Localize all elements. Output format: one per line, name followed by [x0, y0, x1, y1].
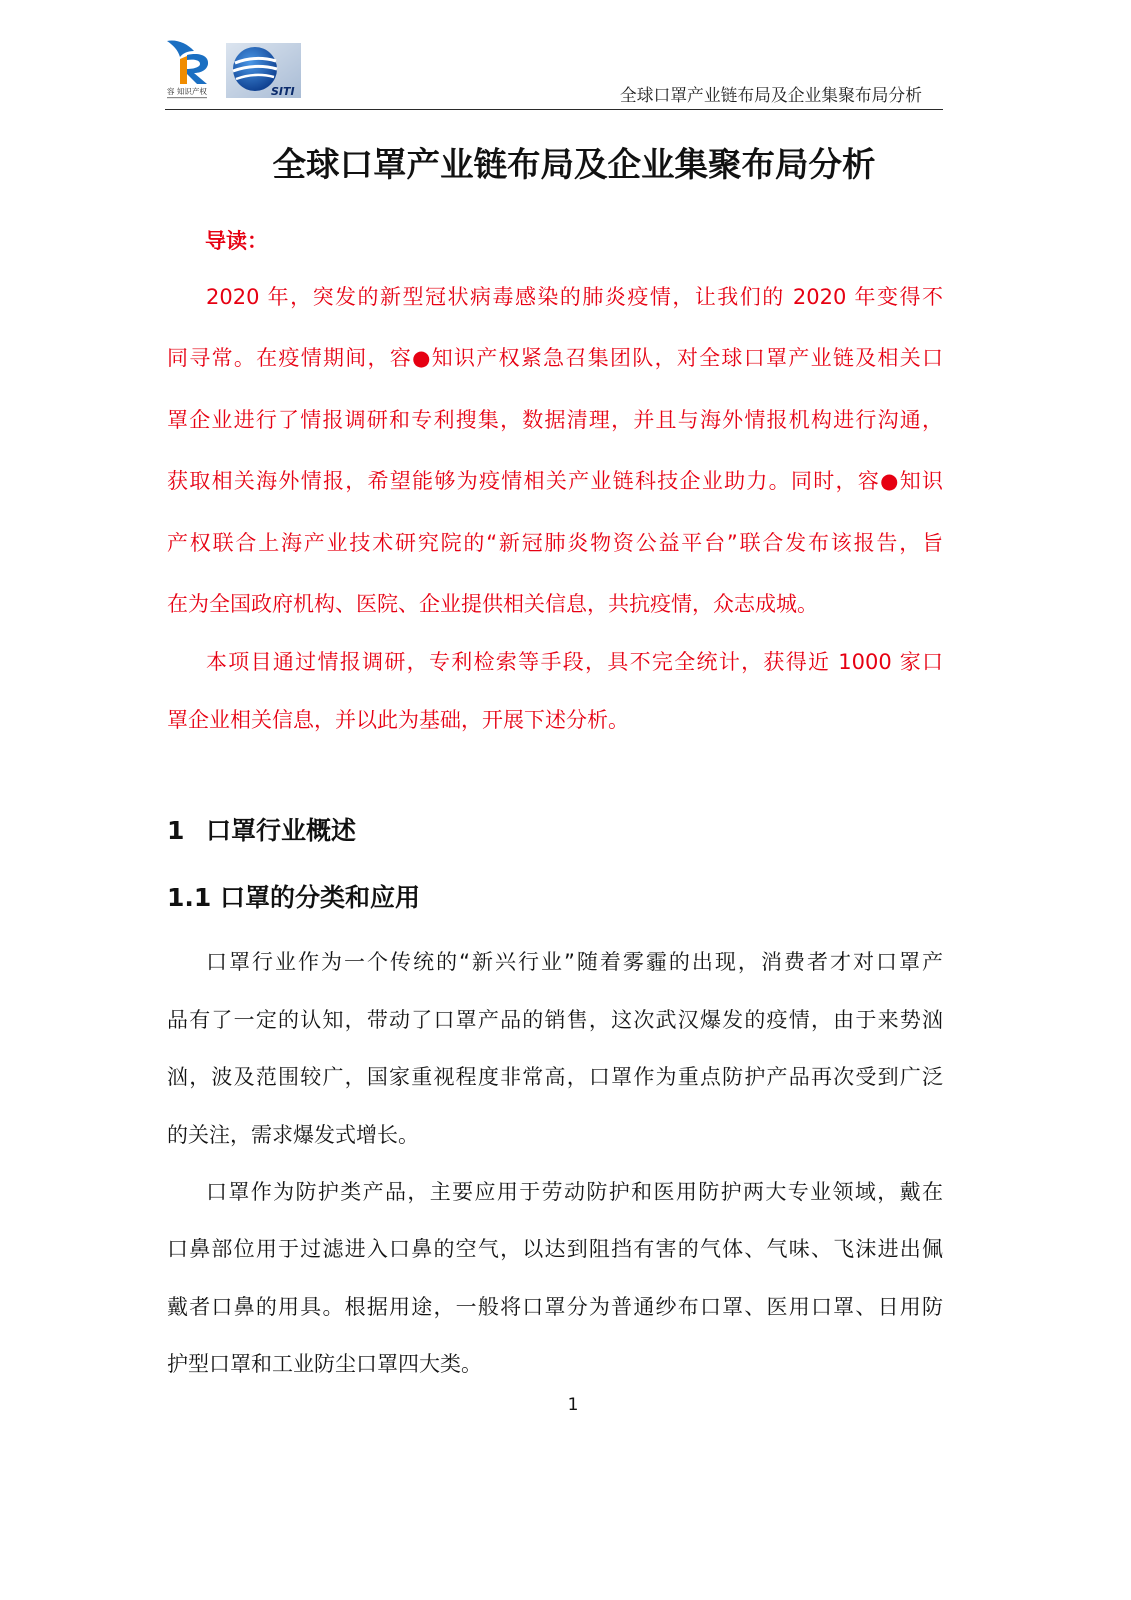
logo-caption: 容 知识产权: [167, 87, 207, 96]
text-line: 产权联合上海产业技术研究院的“新冠肺炎物资公益平台”联合发布该报告，旨: [167, 530, 943, 555]
section-heading: [167, 811, 943, 851]
page-number: 1: [567, 1395, 579, 1415]
text-line: 的关注，需求爆发式增长。: [167, 1123, 419, 1148]
text-line: 本项目通过情报调研，专利检索等手段，具不完全统计，获得近 1000 家口: [206, 650, 943, 674]
section-number: 1.1: [167, 883, 212, 912]
section-title: 口罩行业概述: [206, 816, 357, 845]
body-paragraph: [167, 934, 943, 1165]
text-line: 罩企业相关信息，并以此为基础，开展下述分析。: [167, 708, 629, 732]
header-divider: [165, 109, 943, 110]
text-line: 2020 年，突发的新型冠状病毒感染的肺炎疫情，让我们的 2020 年变得不: [206, 285, 943, 309]
text-line: 戴者口鼻的用具。根据用途，一般将口罩分为普通纱布口罩、医用口罩、日用防: [167, 1294, 943, 1319]
text-line: 口罩行业作为一个传统的“新兴行业”随着雾霾的出现，消费者才对口罩产: [206, 950, 943, 974]
siti-logo: [226, 43, 301, 98]
text-line: 同寻常。在疫情期间，容●知识产权紧急召集团队，对全球口罩产业链及相关口: [167, 346, 943, 371]
text-line: 口鼻部位用于过滤进入口鼻的空气，以达到阻挡有害的气体、气味、飞沫进出佩: [167, 1237, 943, 1262]
logo-text: SITI: [271, 85, 295, 98]
rong-ip-logo: [166, 38, 216, 100]
text-line: 口罩作为防护类产品，主要应用于劳动防护和医用防护两大专业领域，戴在: [206, 1180, 943, 1204]
text-line: 获取相关海外情报，希望能够为疫情相关产业链科技企业助力。同时，容●知识: [167, 469, 943, 494]
intro-label: 导读：: [205, 229, 268, 253]
document-title: 全球口罩产业链布局及企业集聚布局分析: [272, 145, 876, 184]
subsection-heading: [167, 878, 943, 918]
text-line: 汹，波及范围较广，国家重视程度非常高，口罩作为重点防护产品再次受到广泛: [167, 1065, 943, 1090]
text-line: 护型口罩和工业防尘口罩四大类。: [167, 1351, 482, 1376]
intro-paragraph: [167, 633, 943, 749]
text-line: 罩企业进行了情报调研和专利搜集，数据清理，并且与海外情报机构进行沟通，: [167, 407, 943, 432]
intro-paragraph: [167, 267, 943, 635]
body-paragraph: [167, 1164, 943, 1393]
section-title: 口罩的分类和应用: [220, 883, 421, 912]
running-header-title: 全球口罩产业链布局及企业集聚布局分析: [619, 85, 922, 105]
section-number: 1: [167, 816, 185, 845]
text-line: 在为全国政府机构、医院、企业提供相关信息，共抗疫情，众志成城。: [167, 592, 818, 617]
text-line: 品有了一定的认知，带动了口罩产品的销售，这次武汉爆发的疫情，由于来势汹: [167, 1007, 943, 1032]
